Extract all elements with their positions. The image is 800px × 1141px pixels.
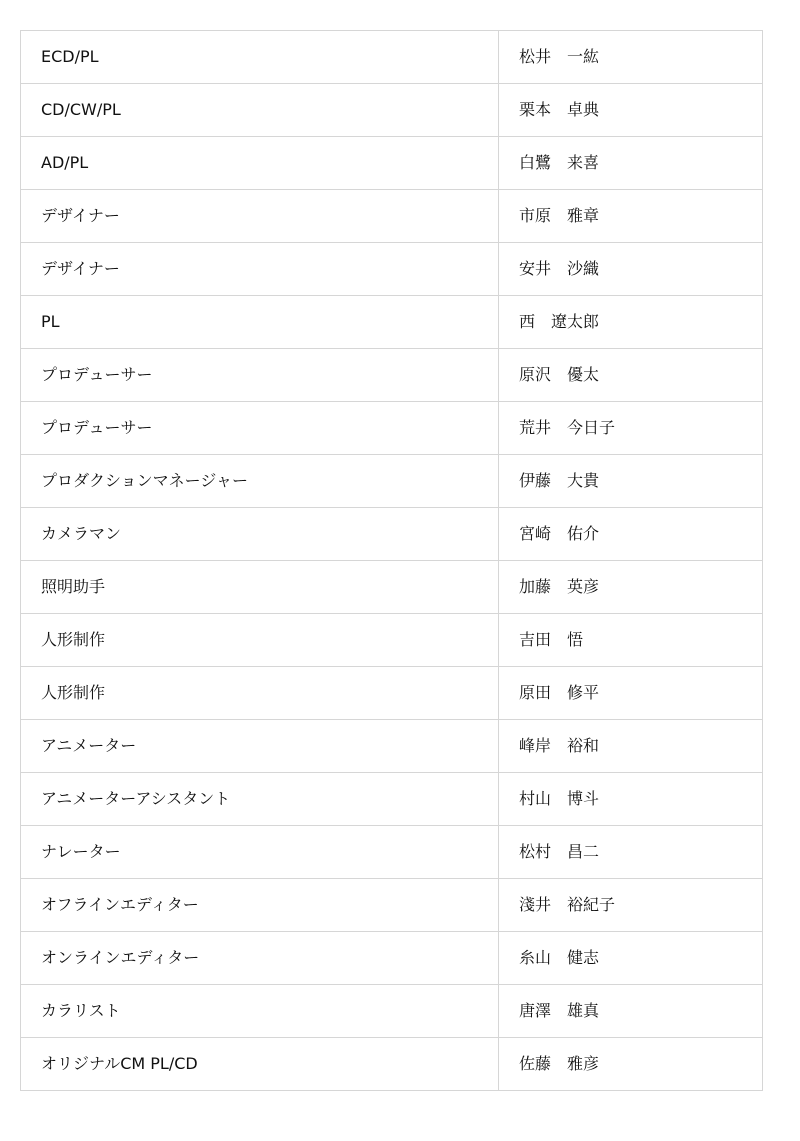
credit-row (21, 561, 763, 614)
credit-row (21, 402, 763, 455)
credit-role: デザイナー (21, 190, 499, 243)
credit-role: プロデューサー (21, 349, 499, 402)
credit-role: プロデューサー (21, 402, 499, 455)
credit-row (21, 720, 763, 773)
credit-row (21, 190, 763, 243)
credit-row (21, 349, 763, 402)
credit-name: 栗本 卓典 (499, 84, 763, 137)
credit-role: デザイナー (21, 243, 499, 296)
credit-row (21, 296, 763, 349)
credit-role: オリジナルCM PL/CD (21, 1038, 499, 1091)
credit-name: 加藤 英彦 (499, 561, 763, 614)
credit-row (21, 455, 763, 508)
credit-name: 糸山 健志 (499, 932, 763, 985)
credit-name: 吉田 悟 (499, 614, 763, 667)
credit-role: 人形制作 (21, 614, 499, 667)
credit-row (21, 1038, 763, 1091)
credit-name: 松井 一紘 (499, 31, 763, 84)
credit-name: 伊藤 大貴 (499, 455, 763, 508)
credit-role: CD/CW/PL (21, 84, 499, 137)
credit-role: プロダクションマネージャー (21, 455, 499, 508)
credit-role: オフラインエディター (21, 879, 499, 932)
credit-name: 峰岸 裕和 (499, 720, 763, 773)
credit-role: PL (21, 296, 499, 349)
credit-row (21, 879, 763, 932)
credit-name: 市原 雅章 (499, 190, 763, 243)
credit-role: ナレーター (21, 826, 499, 879)
credits-table-body (21, 31, 763, 1091)
credit-row (21, 243, 763, 296)
credit-name: 宮崎 佑介 (499, 508, 763, 561)
credit-name: 松村 昌二 (499, 826, 763, 879)
credit-row (21, 773, 763, 826)
credit-row (21, 31, 763, 84)
credit-name: 原沢 優太 (499, 349, 763, 402)
credit-role: AD/PL (21, 137, 499, 190)
credit-name: 荒井 今日子 (499, 402, 763, 455)
credit-role: ECD/PL (21, 31, 499, 84)
credit-name: 西 遼太郎 (499, 296, 763, 349)
credit-row (21, 614, 763, 667)
credit-row (21, 667, 763, 720)
credit-name: 安井 沙織 (499, 243, 763, 296)
credit-role: アニメーターアシスタント (21, 773, 499, 826)
credit-role: カラリスト (21, 985, 499, 1038)
credit-row (21, 932, 763, 985)
credit-role: カメラマン (21, 508, 499, 561)
credit-row (21, 826, 763, 879)
credit-role: アニメーター (21, 720, 499, 773)
credit-row (21, 137, 763, 190)
credit-row (21, 985, 763, 1038)
credit-name: 唐澤 雄真 (499, 985, 763, 1038)
credit-name: 原田 修平 (499, 667, 763, 720)
credit-role: オンラインエディター (21, 932, 499, 985)
credit-name: 白鷺 来喜 (499, 137, 763, 190)
credits-table (20, 30, 763, 1091)
credit-name: 佐藤 雅彦 (499, 1038, 763, 1091)
credit-role: 人形制作 (21, 667, 499, 720)
credit-name: 村山 博斗 (499, 773, 763, 826)
credit-role: 照明助手 (21, 561, 499, 614)
credit-row (21, 508, 763, 561)
credit-row (21, 84, 763, 137)
credit-name: 淺井 裕紀子 (499, 879, 763, 932)
